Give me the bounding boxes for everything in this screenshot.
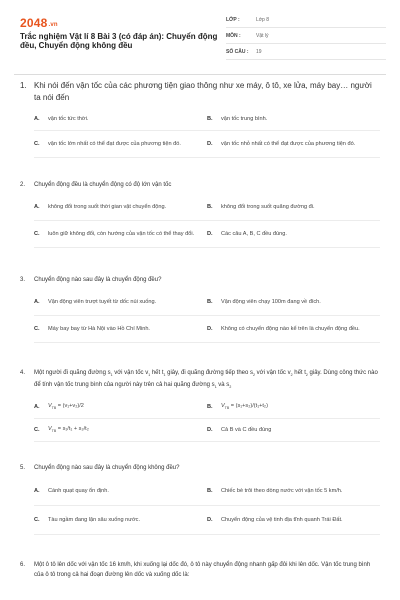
option-b[interactable]: B. không đổi trong suốt quãng đường đi. xyxy=(207,204,315,210)
option-d[interactable]: D. Không có chuyển động nào kể trên là chuyển động đều. xyxy=(207,326,360,332)
option-c[interactable]: C. $V_{TB} = s_1/t_1 + s_2/t_2$ xyxy=(34,426,89,434)
document-title: Trắc nghiệm Vật lí 8 Bài 3 (có đáp án): Chuyển động đều, Chuyển động không đều xyxy=(20,32,218,50)
option-row xyxy=(34,131,380,158)
question-stem: 3. Chuyển động nào sau đây là chuyển động đều? xyxy=(20,277,162,283)
options xyxy=(34,108,380,158)
meta-row-count xyxy=(226,44,386,60)
options xyxy=(34,396,380,442)
site-logo[interactable]: 2048.vn xyxy=(20,16,58,30)
question-stem: 4. Một người đi quãng đường $s_1$ với vận tốc $v_1$ hết $t_1$ giây, đi quãng đường tiếp theo $s_2$ với vận tốc $v_2$ hết $t_2$ giây. Dùng công thức nào để tính vận tốc trung bình của người này trên cả hai quãng đường $s_1$ và $s_2$ xyxy=(20,370,378,390)
option-a[interactable]: A. vận tốc tức thời. xyxy=(34,116,89,122)
option-b[interactable]: B. vận tốc trung bình. xyxy=(207,116,268,122)
question-2 xyxy=(20,180,380,248)
options xyxy=(34,289,380,343)
question-1 xyxy=(20,80,380,158)
options xyxy=(34,194,380,248)
meta-table xyxy=(226,12,386,60)
meta-key: SỐ CÂU : xyxy=(226,48,249,55)
option-c[interactable]: C. luôn giữ không đổi, còn hướng của vận tốc có thể thay đổi. xyxy=(34,231,195,237)
option-a[interactable]: A. Cánh quạt quay ổn định. xyxy=(34,488,109,494)
option-row xyxy=(34,316,380,343)
question-stem: 5. Chuyển động nào sau đây là chuyển động không đều? xyxy=(20,465,180,471)
option-row xyxy=(34,419,380,442)
option-d[interactable]: D. Cả B và C đều đúng xyxy=(207,427,272,434)
meta-value: Vật lý xyxy=(256,32,269,39)
option-row xyxy=(34,289,380,316)
option-a[interactable]: A. Vận động viên trượt tuyết từ dốc núi xuống. xyxy=(34,299,157,305)
option-d[interactable]: D. Chuyển động của vệ tinh địa tĩnh quanh Trái Đất. xyxy=(207,517,343,523)
option-b[interactable]: B. $V_{TB} = (s_1+s_2)/(t_1+t_2)$ xyxy=(207,403,268,411)
option-c[interactable]: C. Tàu ngầm đang lặn sâu xuống nước. xyxy=(34,517,140,523)
question-6 xyxy=(20,560,380,580)
meta-value: 19 xyxy=(256,48,262,55)
option-c[interactable]: C. Máy bay bay từ Hà Nội vào Hồ Chí Minh. xyxy=(34,326,150,332)
question-4 xyxy=(20,368,380,442)
option-b[interactable]: B. Vận động viên chạy 100m đang về đích. xyxy=(207,299,321,305)
meta-row-class xyxy=(226,12,386,28)
option-d[interactable]: D. Các câu A, B, C đều đúng. xyxy=(207,231,287,237)
meta-value: Lớp 8 xyxy=(256,16,270,23)
question-stem: 1. Khi nói đến vận tốc của các phương tiện giao thông như xe máy, ô tô, xe lửa, máy bay… người ta nói đến xyxy=(20,81,372,102)
document-header xyxy=(0,0,400,64)
meta-key: LỚP : xyxy=(226,16,240,23)
options xyxy=(34,477,380,535)
option-row xyxy=(34,477,380,506)
option-a[interactable]: A. không đổi trong suốt thời gian vật chuyển động. xyxy=(34,204,167,210)
question-3 xyxy=(20,275,380,343)
option-row xyxy=(34,396,380,419)
option-row xyxy=(34,194,380,221)
question-stem: 2. Chuyển động đều là chuyển động có độ lớn vận tốc xyxy=(20,182,172,188)
meta-key: MÔN : xyxy=(226,32,241,39)
option-d[interactable]: D. vận tốc nhỏ nhất có thể đạt được của phương tiện đó. xyxy=(207,141,356,147)
question-stem: 6. Một ô tô lên dốc với vận tốc 16 km/h, khi xuống lại dốc đó, ô tô này chuyển động nhanh gấp đôi khi lên dốc. Vận tốc trung bình của ô tô trong cả hai đoạn đường lên dốc và xuống dốc là: xyxy=(20,562,371,578)
option-row xyxy=(34,108,380,131)
option-b[interactable]: B. Chiếc bè trôi theo dòng nước với vận tốc 5 km/h. xyxy=(207,488,343,494)
option-c[interactable]: C. vận tốc lớn nhất có thể đạt được của phương tiện đó. xyxy=(34,141,181,147)
option-row xyxy=(34,221,380,248)
meta-row-subject xyxy=(226,28,386,44)
option-row xyxy=(34,506,380,535)
header-divider xyxy=(14,74,386,75)
question-5 xyxy=(20,463,380,535)
option-a[interactable]: A. $V_{TB} = (v_1+v_2)/2$ xyxy=(34,403,84,411)
